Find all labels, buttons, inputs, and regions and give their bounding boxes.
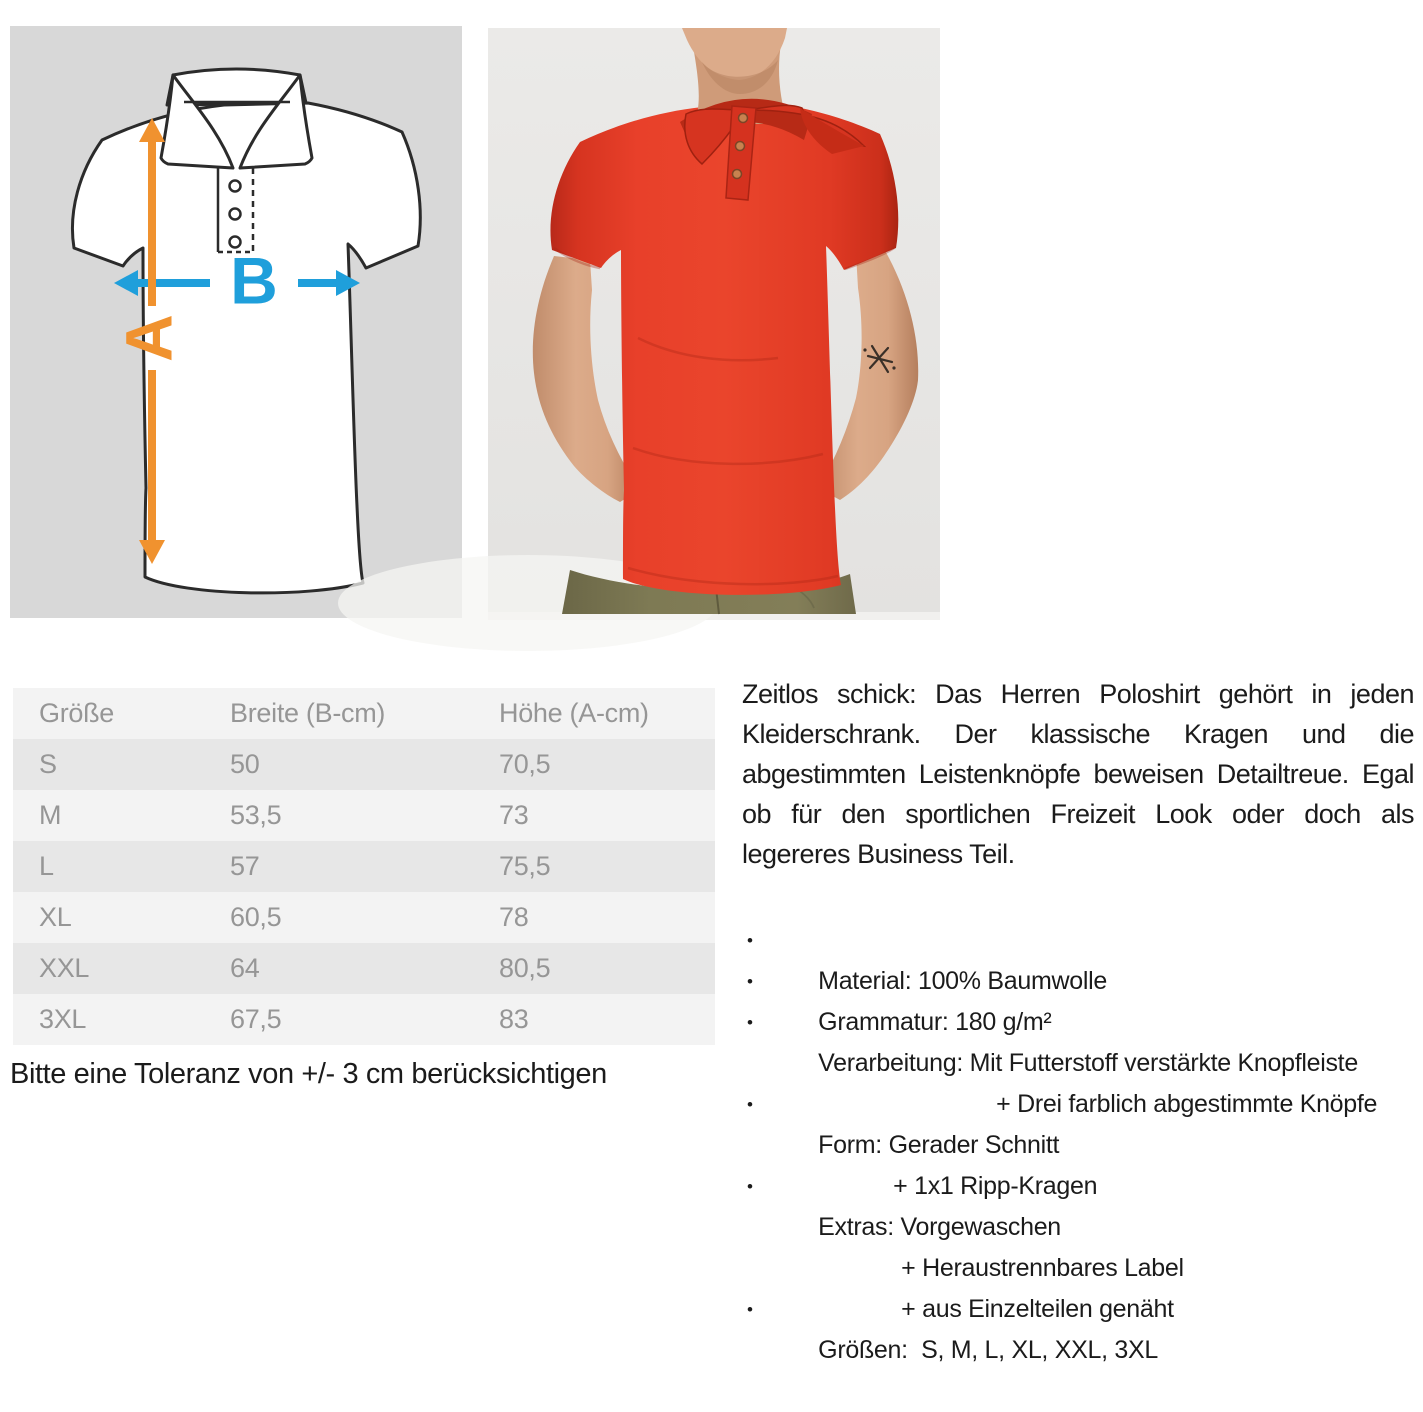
tolerance-note: Bitte eine Toleranz von +/- 3 cm berücksichtigen bbox=[10, 1058, 607, 1090]
height-cell: 83 bbox=[499, 1004, 529, 1034]
size-cell: S bbox=[39, 749, 57, 779]
bullet-icon: • bbox=[747, 972, 753, 991]
list-item-text: Material: 100% Baumwolle bbox=[818, 967, 1107, 995]
button-icon bbox=[230, 181, 241, 192]
product-photo-panel bbox=[488, 28, 940, 620]
button-icon bbox=[739, 114, 748, 123]
list-item bbox=[742, 1084, 1414, 1159]
product-description bbox=[742, 674, 1414, 1364]
list-item-text: Verarbeitung: Mit Futterstoff verstärkte Knopfleiste bbox=[818, 1049, 1358, 1077]
size-diagram-panel bbox=[10, 26, 462, 618]
size-diagram bbox=[10, 26, 462, 618]
list-item-text: + aus Einzelteilen genäht bbox=[901, 1295, 1174, 1323]
list-item-text: + Heraustrennbares Label bbox=[901, 1254, 1184, 1282]
table-row bbox=[13, 790, 715, 841]
list-item-continuation bbox=[742, 1125, 1414, 1200]
list-item bbox=[742, 961, 1414, 1036]
button-icon bbox=[230, 209, 241, 220]
bullet-icon: • bbox=[747, 1177, 753, 1196]
width-cell: 64 bbox=[230, 953, 260, 983]
col-header-height: Höhe (A-cm) bbox=[499, 698, 649, 728]
height-cell: 75,5 bbox=[499, 851, 551, 881]
list-item-text: Größen: S, M, L, XL, XXL, 3XL bbox=[818, 1336, 1158, 1364]
table-row bbox=[13, 994, 715, 1045]
description-intro: Zeitlos schick: Das Herren Poloshirt gehört in jeden Kleiderschrank. Der klassische Kragen und die abgestimmten Leistenknöpfe beweisen Detailtreue. Egal ob für den sportlichen Freizeit Look oder doch als legereres Business Teil. bbox=[742, 679, 1414, 869]
width-cell: 57 bbox=[230, 851, 260, 881]
label-b: B bbox=[230, 243, 278, 318]
list-item-text: Extras: Vorgewaschen bbox=[818, 1213, 1061, 1241]
bullet-icon: • bbox=[747, 1013, 753, 1032]
col-header-size: Größe bbox=[39, 698, 115, 728]
size-cell: L bbox=[39, 851, 54, 881]
size-table-header-row bbox=[13, 688, 715, 739]
table-row bbox=[13, 943, 715, 994]
button-icon bbox=[736, 142, 745, 151]
model-photo bbox=[488, 28, 940, 620]
width-cell: 50 bbox=[230, 749, 260, 779]
list-item-text: + Drei farblich abgestimmte Knöpfe bbox=[996, 1090, 1378, 1118]
button-icon bbox=[733, 170, 742, 179]
bullet-icon: • bbox=[747, 1095, 753, 1114]
table-row bbox=[13, 739, 715, 790]
bullet-icon: • bbox=[747, 1300, 753, 1319]
width-cell: 67,5 bbox=[230, 1004, 282, 1034]
table-row bbox=[13, 892, 715, 943]
col-header-width: Breite (B-cm) bbox=[230, 698, 386, 728]
height-cell: 78 bbox=[499, 902, 529, 932]
height-cell: 80,5 bbox=[499, 953, 551, 983]
size-cell: XXL bbox=[39, 953, 90, 983]
list-item-text: + 1x1 Ripp-Kragen bbox=[893, 1172, 1098, 1200]
list-item bbox=[742, 920, 1414, 995]
label-a: A bbox=[111, 314, 186, 362]
list-item-text: Form: Gerader Schnitt bbox=[818, 1131, 1060, 1159]
size-cell: 3XL bbox=[39, 1004, 87, 1034]
list-item-continuation bbox=[742, 1043, 1414, 1118]
size-table bbox=[13, 688, 715, 1045]
width-cell: 53,5 bbox=[230, 800, 282, 830]
list-item bbox=[742, 1002, 1414, 1077]
height-cell: 70,5 bbox=[499, 749, 551, 779]
feature-list bbox=[742, 920, 1414, 1364]
size-cell: M bbox=[39, 800, 62, 830]
table-row bbox=[13, 841, 715, 892]
list-item bbox=[742, 1289, 1414, 1364]
list-item-continuation bbox=[742, 1248, 1414, 1323]
list-item bbox=[742, 1166, 1414, 1241]
size-cell: XL bbox=[39, 902, 72, 932]
list-item-text: Grammatur: 180 g/m² bbox=[818, 1008, 1052, 1036]
width-cell: 60,5 bbox=[230, 902, 282, 932]
list-item-continuation bbox=[742, 1207, 1414, 1282]
height-cell: 73 bbox=[499, 800, 529, 830]
bullet-icon: • bbox=[747, 931, 753, 950]
